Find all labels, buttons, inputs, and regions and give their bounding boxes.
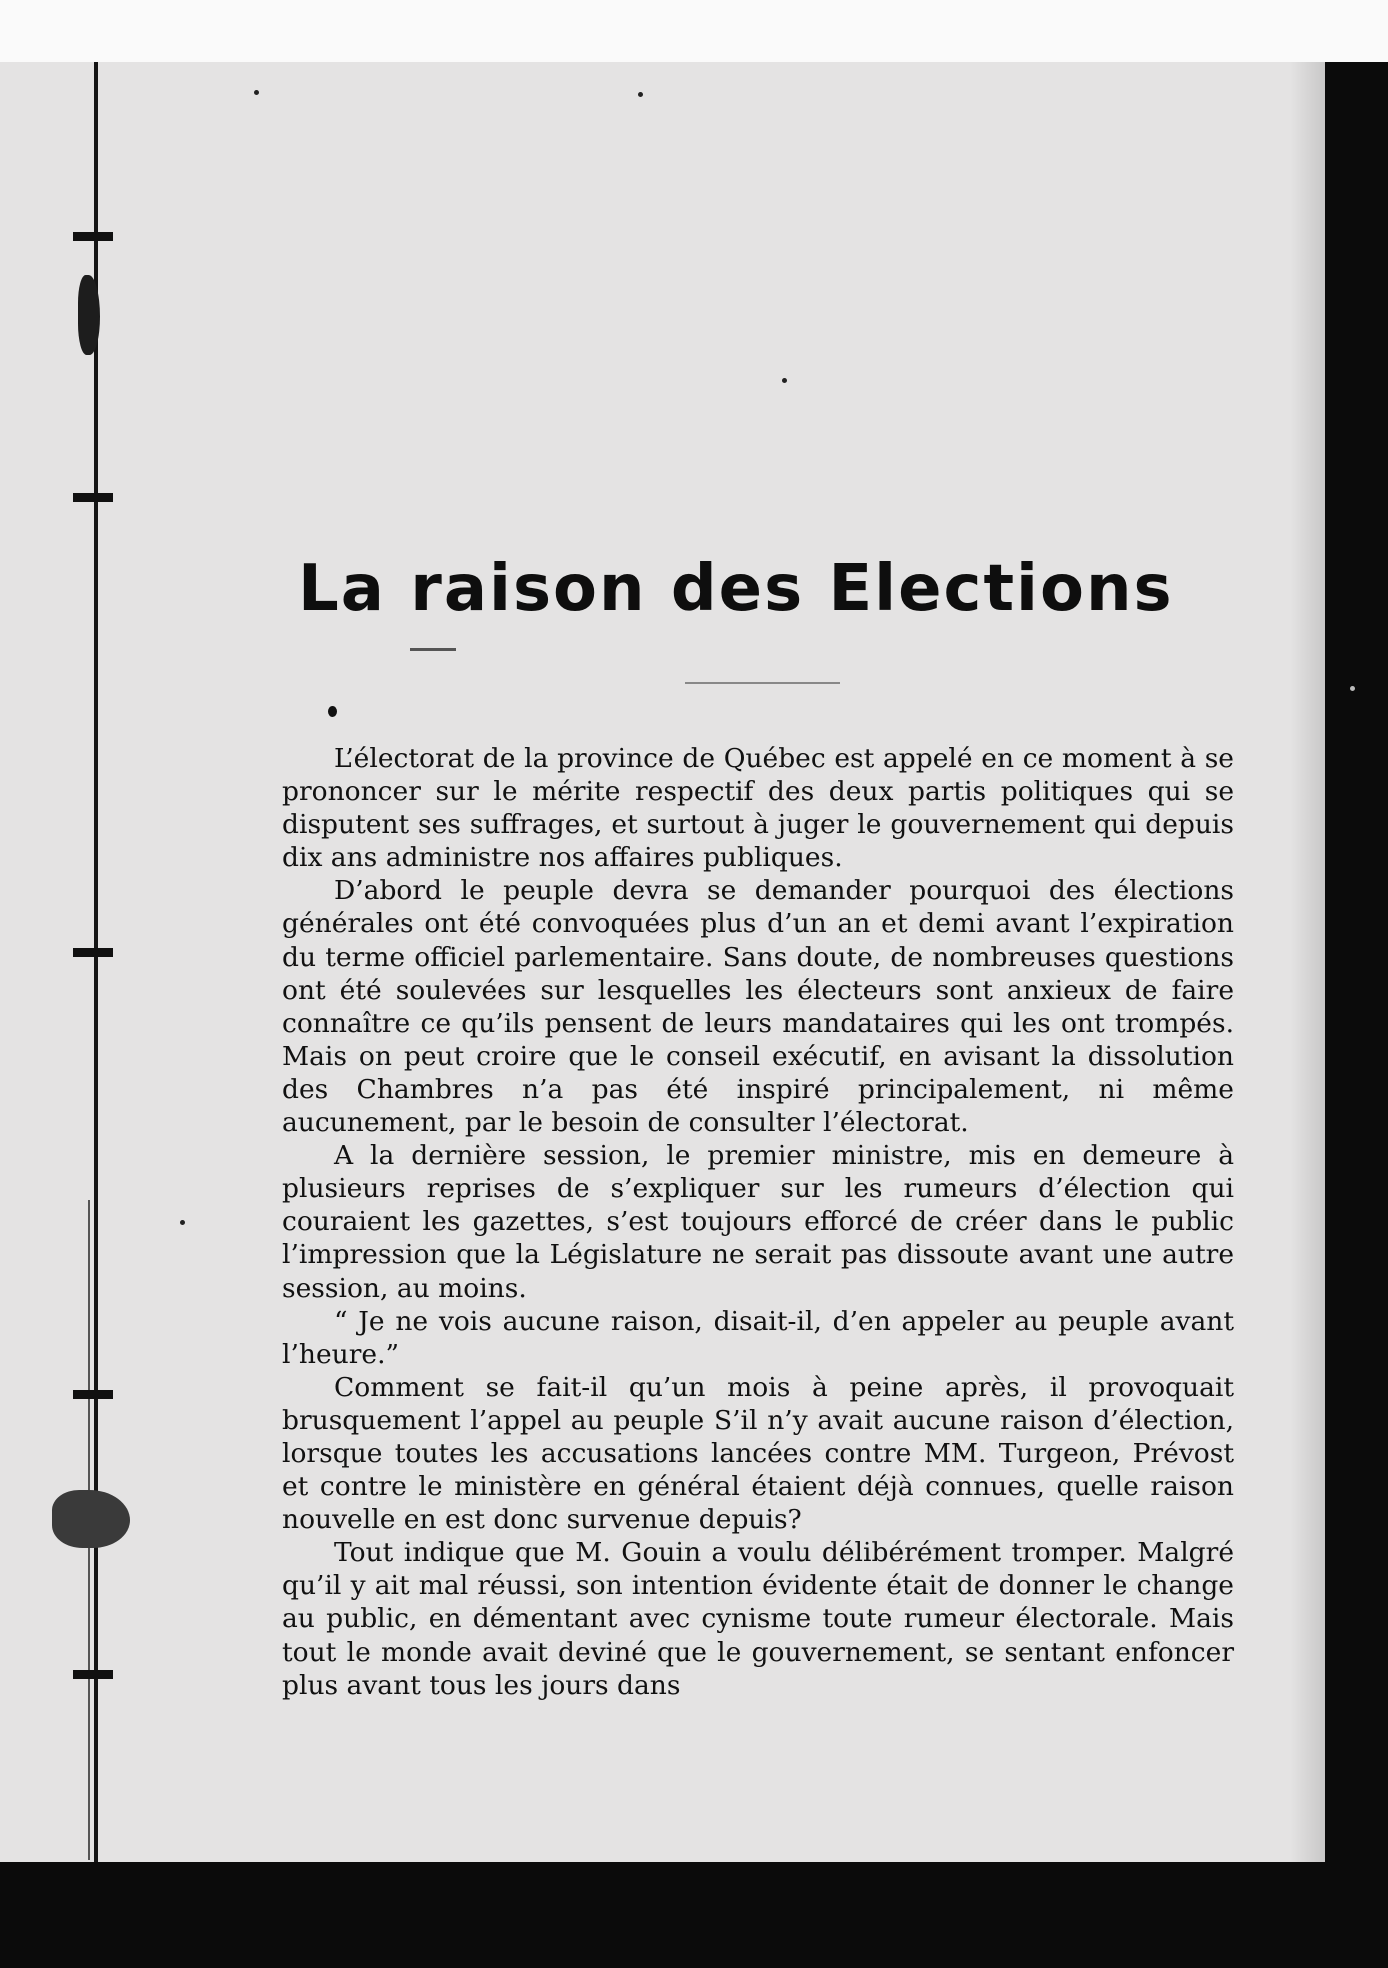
speck <box>638 92 643 97</box>
ornament-dot <box>328 706 337 717</box>
binding-mark <box>73 232 113 241</box>
title-divider-short <box>410 648 456 651</box>
scan-top-margin <box>0 0 1388 62</box>
speck <box>782 378 787 383</box>
paragraph: Comment se fait-il qu’un mois à peine après, il provoquait brusquement l’appel au peuple S’il n’y avait aucune raison d’élection, lorsque toutes les accusations lancées contre MM. Turgeon, Prévost et contre le ministère en général étaient déjà connues, quelle raison nouvelle en est donc survenue depuis? <box>282 1371 1234 1536</box>
paragraph: Tout indique que M. Gouin a voulu délibérément tromper. Malgré qu’il y ait mal réussi, son intention évidente était de donner le change au public, en démentant avec cynisme toute rumeur électorale. Mais tout le monde avait deviné que le gouvernement, se sentant enfoncer plus avant tous les jours dans <box>282 1537 1234 1701</box>
binding-mark <box>73 1390 113 1399</box>
speck <box>1350 686 1355 691</box>
page-edge-shadow <box>1290 62 1325 1862</box>
document-title: La raison des Elections <box>298 552 1174 626</box>
paragraph: D’abord le peuple devra se demander pourquoi des élections générales ont été convoquées plus d’un an et demi avant l’expiration du terme officiel parlementaire. Sans doute, de nombreuses questions ont été soulevées sur lesquelles les électeurs sont anxieux de faire connaître ce qu’ils pensent de leurs mandataires qui les ont trompés. Mais on peut croire que le conseil exécutif, en avisant la dissolution des Chambres n’a pas été inspiré principalement, ni même aucunement, par le besoin de consulter l’électorat. <box>282 875 1234 1139</box>
ink-blot <box>78 275 100 355</box>
ink-blot <box>52 1490 130 1548</box>
binding-mark <box>73 493 113 502</box>
binding-mark <box>73 948 113 957</box>
title-divider <box>685 682 840 684</box>
article-body <box>282 742 1234 1702</box>
paragraph: A la dernière session, le premier ministre, mis en demeure à plusieurs reprises de s’expliquer sur les rumeurs d’élection qui couraient les gazettes, s’est toujours efforcé de créer dans le public l’impression que la Législature ne serait pas dissoute avant une autre session, au moins. <box>282 1140 1234 1304</box>
binding-mark <box>73 1670 113 1679</box>
paragraph: “ Je ne vois aucune raison, disait-il, d’en appeler au peuple avant l’heure.” <box>282 1305 1234 1370</box>
speck <box>180 1220 185 1225</box>
speck <box>254 90 259 95</box>
paragraph: L’électorat de la province de Québec est appelé en ce moment à se prononcer sur le mérite respectif des deux partis politiques qui se disputent ses suffrages, et surtout à juger le gouvernement qui depuis dix ans administre nos affaires publiques. <box>282 743 1234 874</box>
